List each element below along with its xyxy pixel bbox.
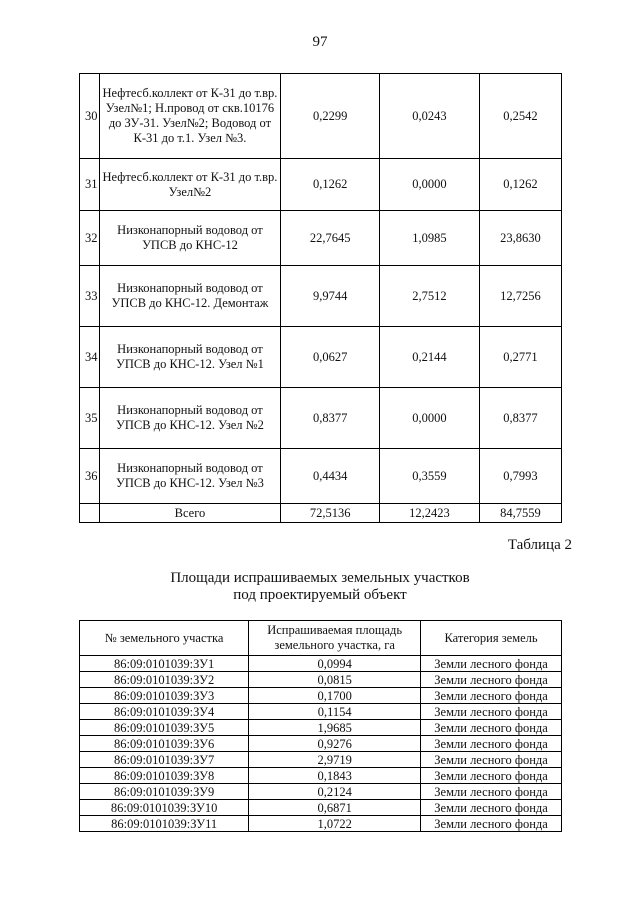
object-name: Нефтесб.коллект от К-31 до т.вр. Узел№1; Н.провод от скв.10176 до ЗУ-31. Узел№2; Водовод от К-31 до т.1. Узел №3.: [99, 74, 281, 159]
plot-id: 86:09:0101039:ЗУ5: [80, 720, 249, 736]
value-col2: 1,0985: [380, 211, 480, 266]
header-requested-area: Испрашиваемая площадь земельного участка, га: [249, 621, 421, 656]
value-col3: 0,8377: [479, 388, 561, 449]
value-col1: 22,7645: [281, 211, 380, 266]
total-col2: 12,2423: [380, 504, 480, 523]
row-number: 36: [80, 449, 100, 504]
value-col2: 0,0000: [380, 159, 480, 211]
table-caption: Таблица 2: [507, 537, 572, 553]
value-col2: 0,0000: [380, 388, 480, 449]
table-row: [80, 688, 562, 704]
plot-id: 86:09:0101039:ЗУ2: [80, 672, 249, 688]
table-row: [80, 768, 562, 784]
table-title-line2: под проектируемый объект: [233, 587, 407, 603]
table-row: [80, 266, 562, 327]
plot-category: Земли лесного фонда: [421, 688, 562, 704]
value-col1: 0,0627: [281, 327, 380, 388]
value-col1: 0,1262: [281, 159, 380, 211]
table-row: [80, 74, 562, 159]
plot-category: Земли лесного фонда: [421, 672, 562, 688]
plot-area: 0,2124: [249, 784, 421, 800]
object-name: Низконапорный водовод от УПСВ до КНС-12. Демонтаж: [99, 266, 281, 327]
plot-id: 86:09:0101039:ЗУ9: [80, 784, 249, 800]
table-row: [80, 388, 562, 449]
table-row: [80, 736, 562, 752]
plot-area: 1,9685: [249, 720, 421, 736]
page-number: 97: [312, 34, 328, 50]
plot-category: Земли лесного фонда: [421, 768, 562, 784]
value-col3: 12,7256: [479, 266, 561, 327]
plot-area: 0,6871: [249, 800, 421, 816]
table-row: [80, 449, 562, 504]
object-name: Нефтесб.коллект от К-31 до т.вр. Узел№2: [99, 159, 281, 211]
plot-id: 86:09:0101039:ЗУ3: [80, 688, 249, 704]
plot-category: Земли лесного фонда: [421, 720, 562, 736]
table-row: [80, 327, 562, 388]
plot-id: 86:09:0101039:ЗУ8: [80, 768, 249, 784]
value-col2: 2,7512: [380, 266, 480, 327]
row-number: 30: [80, 74, 100, 159]
total-row: [80, 504, 562, 523]
table-header-row: [80, 621, 562, 656]
plot-area: 0,0994: [249, 656, 421, 672]
value-col3: 0,2771: [479, 327, 561, 388]
plot-id: 86:09:0101039:ЗУ6: [80, 736, 249, 752]
row-number: 32: [80, 211, 100, 266]
table-title-line1: Площади испрашиваемых земельных участков: [170, 570, 470, 586]
plot-category: Земли лесного фонда: [421, 800, 562, 816]
value-col3: 23,8630: [479, 211, 561, 266]
plot-id: 86:09:0101039:ЗУ7: [80, 752, 249, 768]
plot-id: 86:09:0101039:ЗУ4: [80, 704, 249, 720]
value-col2: 0,0243: [380, 74, 480, 159]
table-row: [80, 704, 562, 720]
table-row: [80, 752, 562, 768]
object-name: Низконапорный водовод от УПСВ до КНС-12. Узел №1: [99, 327, 281, 388]
value-col3: 0,2542: [479, 74, 561, 159]
value-col2: 0,3559: [380, 449, 480, 504]
total-col3: 84,7559: [479, 504, 561, 523]
header-land-category: Категория земель: [421, 621, 562, 656]
table-row: [80, 720, 562, 736]
plot-category: Земли лесного фонда: [421, 784, 562, 800]
object-name: Низконапорный водовод от УПСВ до КНС-12. Узел №2: [99, 388, 281, 449]
row-number: 35: [80, 388, 100, 449]
row-number: 33: [80, 266, 100, 327]
table-row: [80, 159, 562, 211]
plot-id: 86:09:0101039:ЗУ10: [80, 800, 249, 816]
table-title: [0, 570, 640, 604]
plot-area: 0,1843: [249, 768, 421, 784]
value-col3: 0,1262: [479, 159, 561, 211]
plot-category: Земли лесного фонда: [421, 816, 562, 832]
land-plots-table: [79, 620, 562, 832]
object-name: Низконапорный водовод от УПСВ до КНС-12. Узел №3: [99, 449, 281, 504]
row-number: 31: [80, 159, 100, 211]
objects-area-table: [79, 73, 562, 523]
plot-area: 0,1154: [249, 704, 421, 720]
total-empty-cell: [80, 504, 100, 523]
table-row: [80, 816, 562, 832]
plot-id: 86:09:0101039:ЗУ11: [80, 816, 249, 832]
plot-category: Земли лесного фонда: [421, 656, 562, 672]
plot-area: 0,9276: [249, 736, 421, 752]
value-col1: 0,4434: [281, 449, 380, 504]
object-name: Низконапорный водовод от УПСВ до КНС-12: [99, 211, 281, 266]
plot-id: 86:09:0101039:ЗУ1: [80, 656, 249, 672]
plot-area: 0,1700: [249, 688, 421, 704]
plot-category: Земли лесного фонда: [421, 736, 562, 752]
value-col3: 0,7993: [479, 449, 561, 504]
table-row: [80, 672, 562, 688]
plot-area: 2,9719: [249, 752, 421, 768]
value-col1: 9,9744: [281, 266, 380, 327]
value-col1: 0,8377: [281, 388, 380, 449]
plot-area: 0,0815: [249, 672, 421, 688]
header-plot-number: № земельного участка: [80, 621, 249, 656]
value-col2: 0,2144: [380, 327, 480, 388]
plot-category: Земли лесного фонда: [421, 752, 562, 768]
total-label: Всего: [99, 504, 281, 523]
plot-area: 1,0722: [249, 816, 421, 832]
table-row: [80, 784, 562, 800]
table-row: [80, 800, 562, 816]
plot-category: Земли лесного фонда: [421, 704, 562, 720]
value-col1: 0,2299: [281, 74, 380, 159]
row-number: 34: [80, 327, 100, 388]
table-row: [80, 211, 562, 266]
total-col1: 72,5136: [281, 504, 380, 523]
table-row: [80, 656, 562, 672]
